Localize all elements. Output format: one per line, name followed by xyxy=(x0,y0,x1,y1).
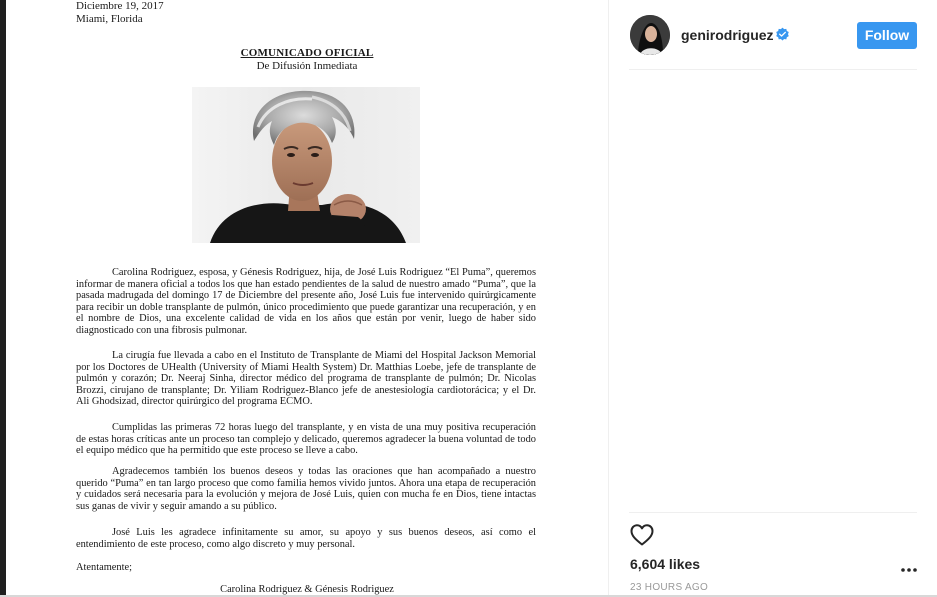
letter-dateline xyxy=(76,0,164,26)
post-header xyxy=(609,0,937,70)
post-timestamp[interactable]: 23 HOURS AGO xyxy=(630,582,709,593)
letter-closing: Atentamente; xyxy=(76,562,132,573)
letter-heading xyxy=(6,47,608,73)
letter-paragraph-4: Agradecemos también los buenos deseos y todas las oraciones que han acompañado a nuestro querido “Puma” en tan largo proceso que como familia hemos vivido juntos. Ahora una etapa de recuperación y cuidados será necesaria para la evolución y mejora de José Luis, quien con mucha fe en Dios, tiene intactas sus ganas de vivir y seguir amando a su público. xyxy=(76,466,536,512)
letter-place: Miami, Florida xyxy=(76,13,143,25)
avatar-image xyxy=(630,15,670,55)
heart-outline-icon[interactable] xyxy=(629,522,655,548)
letter-paragraph-3: Cumplidas las primeras 72 horas luego del transplante, y en vista de una muy positiva recuperación de estas horas críticas ante un proceso tan complejo y delicado, queremos agradecer la buena voluntad de todo el equipo médico que ha permitido que este proceso se lleve a cabo. xyxy=(76,422,536,457)
follow-button[interactable]: Follow xyxy=(857,22,917,49)
verified-badge-icon xyxy=(775,27,790,42)
letter-paragraph-2: La cirugía fue llevada a cabo en el Instituto de Transplante de Miami del Hospital Jackson Memorial por los Doctores de UHealth (University of Miami Health System) Dr. Matthias Loebe, jefe de transplante de pulmón y corazón; Dr. Neeraj Sinha, director médico del programa de transplante de pulmón; Dr. Nicolas Brozzi, cirujano de transplante; Dr. Yiliam Rodriguez-Blanco jefe de anestesiología cardiotorácica; y el Dr. Ali Ghodsizad, director quirúrgico del programa ECMO. xyxy=(76,350,536,408)
post-image[interactable] xyxy=(6,0,608,597)
username-link[interactable]: genirodriguez xyxy=(681,27,774,43)
actions-divider xyxy=(629,512,917,513)
letter-date: Diciembre 19, 2017 xyxy=(76,0,164,12)
panel-divider xyxy=(608,0,609,597)
letter-signature: Carolina Rodriguez & Génesis Rodriguez xyxy=(220,584,394,595)
letter-paragraph-5: José Luis les agradece infinitamente su amor, su apoyo y sus buenos deseos, así como el entendimiento de este proceso, como algo discreto y muy personal. xyxy=(76,527,536,550)
likes-count[interactable]: 6,604 likes xyxy=(630,556,701,572)
letter-heading-subtitle: De Difusión Inmediata xyxy=(256,60,358,72)
letter-heading-title: COMUNICADO OFICIAL xyxy=(240,47,374,59)
portrait-photo xyxy=(192,87,420,243)
avatar[interactable] xyxy=(630,15,670,55)
header-divider xyxy=(629,69,917,70)
more-options-icon[interactable] xyxy=(899,566,919,574)
portrait-illustration xyxy=(192,87,420,243)
letter-paragraph-1: Carolina Rodriguez, esposa, y Génesis Rodriguez, hija, de José Luis Rodriguez “El Puma”, queremos informar de manera oficial a todos los que han estado pendientes de la salud de nuestro amado “Puma”, que la pasada madrugada del domingo 17 de Diciembre del presente año, José Luis fue intervenido quirúrgicamente para recibir un doble transplante de pulmón, único procedimiento que puede garantizar una recuperación, y en el nombre de Dios, una excelente calidad de vida en los años que están por venir, luego de haber sido diagnosticado con una fibrosis pulmonar. xyxy=(76,267,536,336)
